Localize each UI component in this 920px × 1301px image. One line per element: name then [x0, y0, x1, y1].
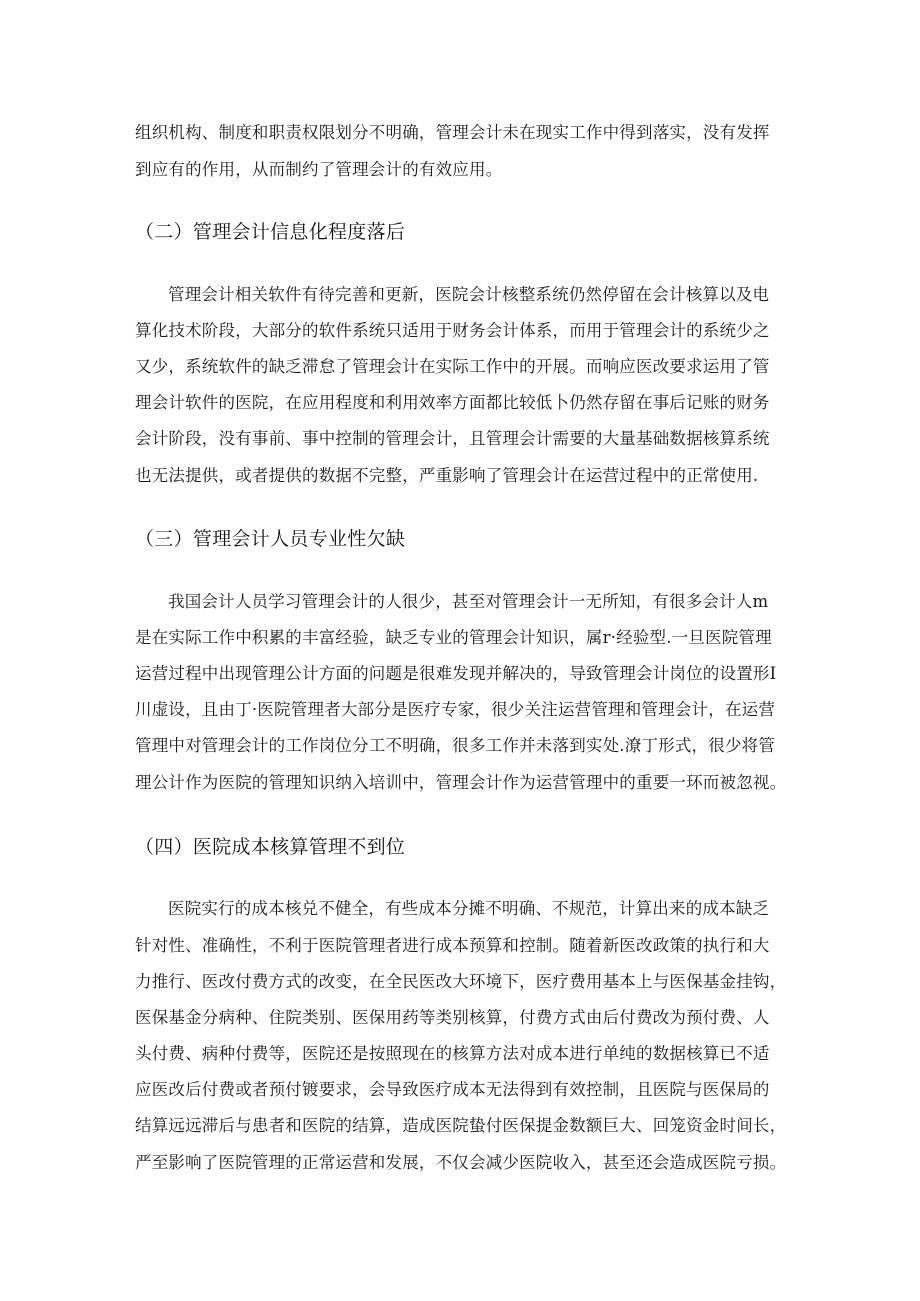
paragraph-line: 应医改后付费或者预付镀要求，会导致医疗成本无法得到有效控制，且医院与医保局的	[135, 1080, 770, 1099]
paragraph-line: 川虚设，且由丁·医院管理者大部分是医疗专家，很少关注运营管理和管理会计，在运营	[135, 700, 776, 719]
paragraph-line: 医院实行的成本核兑不健全，有些成本分摊不明确、不规范，计算出来的成本缺乏	[168, 899, 770, 918]
paragraph-line: 医保基金分病种、住院类别、医保用药等类别核算，付费方式由后付费改为预付费、人	[135, 1008, 770, 1027]
paragraph-line: 组织机构、制度和职责权限划分不明确，管理会计未在现实工作中得到落实，没有发挥	[135, 123, 770, 142]
paragraph-line: 算化技术阶段，大部分的软件系统只适用于财务会计体系，而用于管理会计的系统少之	[135, 321, 770, 340]
paragraph-line: 到应有的作用，从而制约了管理会计的有效应用。	[135, 160, 503, 179]
paragraph-line: 严至影响了医院管理的正常运营和发展，不仅会减少医院收入，甚至还会造成医院亏损。	[135, 1153, 787, 1172]
section-heading: （二）管理会计信息化程度落后	[135, 221, 406, 243]
paragraph-line: 管理会计相关软件有待完善和更新，医院会计核整系统仍然停留在会计核算以及电	[168, 285, 770, 304]
paragraph-line: 针对性、准确性，不利于医院管理者进行成本预算和控制。随着新医改政策的执行和大	[135, 936, 770, 955]
paragraph-line: 又少，系统软件的缺乏滞怠了管理会计在实际工作中的开展。而响应医改要求运用了管	[135, 357, 770, 376]
paragraph-line: 理公计作为医院的管理知识纳入培训中，管理会计作为运营管理中的重要一环而被忽视。	[135, 773, 787, 792]
section-heading: （四）医院成本核算管理不到位	[135, 836, 406, 858]
paragraph-line: 是在实际工作中积累的丰富经验，缺乏专业的管理会计知识，属r·经验型.一旦医院管理	[135, 628, 772, 647]
section-heading: （三）管理会计人员专业性欠缺	[135, 528, 406, 550]
paragraph-line: 头付费、病种付费等，医院还是按照现在的核算方法对成本进行单纯的数据核算已不适	[135, 1044, 770, 1063]
paragraph-line: 会计阶段，没有事前、事中控制的管理会计，且管理会计需要的大量基础数据核算系统	[135, 429, 770, 448]
paragraph-line: 力推行、医改付费方式的改变，在全民医改大环境下，医疗费用基本上与医保基金挂钩，	[135, 972, 787, 991]
paragraph-line: 也无法提供，或者提供的数据不完整，严重影响了管理会计在运营过程中的正常使用.	[135, 466, 759, 485]
paragraph-line: 运营过程中出现管理公计方面的问题是很难发现并解决的，导致管理会计岗位的设置形I	[135, 664, 777, 683]
paragraph-line: 理会计软件的医院，在应用程度和利用效率方面都比较低卜仍然存留在事后记账的财务	[135, 393, 770, 412]
paragraph-line: 我国会计人员学习管理会计的人很少，甚至对管理会计一无所知，有很多会计人m	[168, 592, 769, 611]
paragraph-line: 管理中对管理会计的工作岗位分工不明确，很多工作并未落到实处.潦丁形式，很少将管	[135, 736, 776, 755]
paragraph-line: 结算远远滞后与患者和医院的结算，造成医院蛰付医保提金数额巨大、回笼资金时间长，	[135, 1116, 787, 1135]
